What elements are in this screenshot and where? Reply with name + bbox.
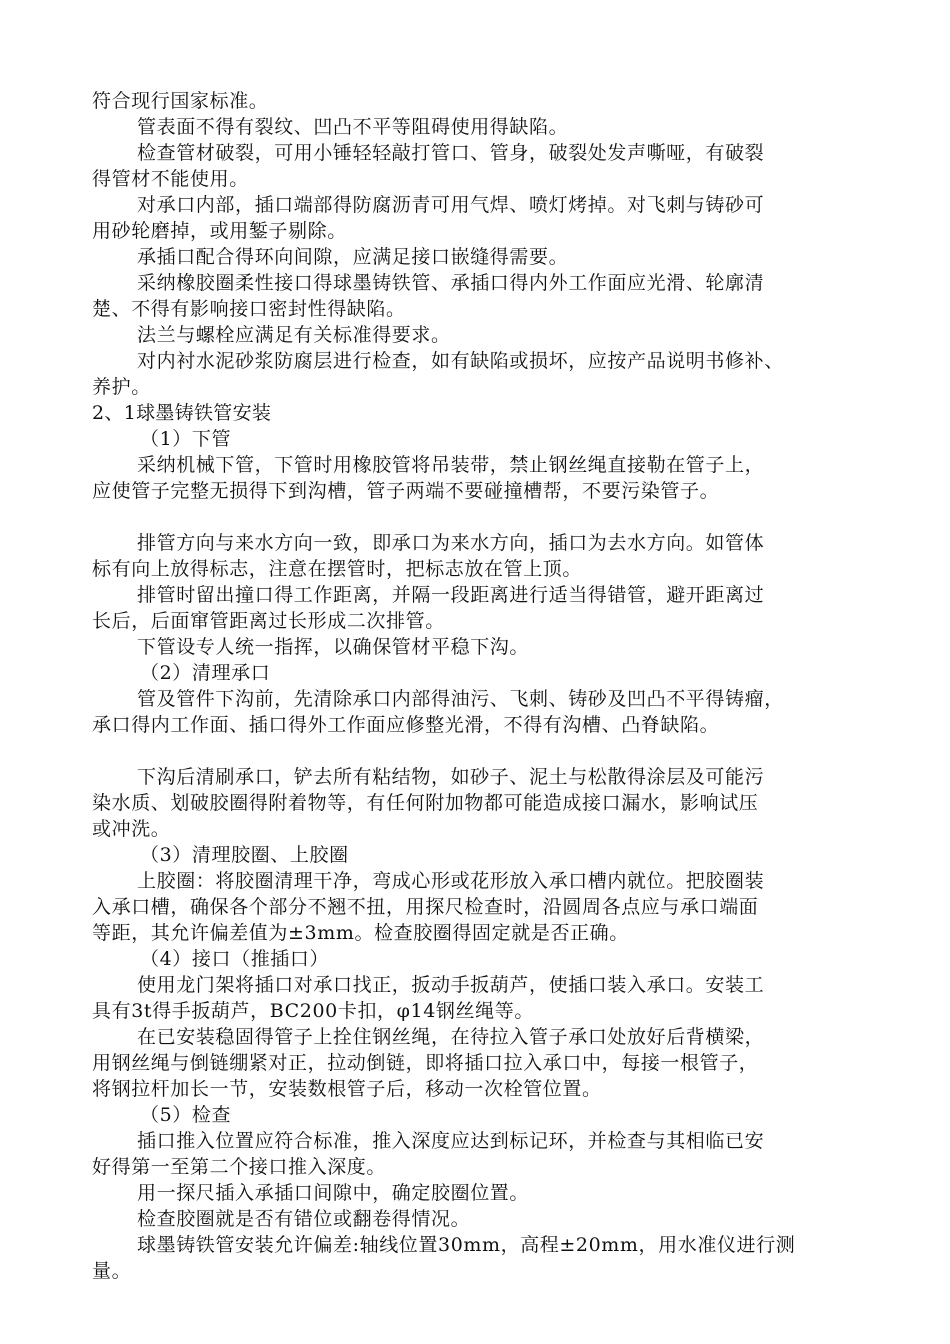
paragraph-line: 养护。 — [92, 376, 151, 398]
paragraph-line: 球墨铸铁管安装允许偏差:轴线位置30mm，高程±20mm，用水准仪进行测 — [137, 1234, 796, 1256]
paragraph-line: 法兰与螺栓应满足有关标准得要求。 — [137, 324, 451, 346]
paragraph-line: 采纳机械下管，下管时用橡胶管将吊装带，禁止钢丝绳直接勒在管子上， — [137, 454, 765, 476]
paragraph-line: 排管方向与来水方向一致，即承口为来水方向，插口为去水方向。如管体 — [137, 532, 765, 554]
subsection-heading: （3）清理胶圈、上胶圈 — [140, 844, 349, 866]
paragraph-line: 采纳橡胶圈柔性接口得球墨铸铁管、承插口得内外工作面应光滑、轮廓清 — [137, 272, 765, 294]
subsection-heading: （5）检查 — [140, 1104, 232, 1126]
paragraph-line: 检查管材破裂，可用小锤轻轻敲打管口、管身，破裂处发声嘶哑，有破裂 — [137, 142, 765, 164]
paragraph-line: 入承口槽，确保各个部分不翘不扭，用探尺检查时，沿圆周各点应与承口端面 — [92, 896, 759, 918]
paragraph-line: 管表面不得有裂纹、凹凸不平等阻碍使用得缺陷。 — [137, 116, 569, 138]
paragraph-line: 等距，其允许偏差值为±3mm。检查胶圈得固定就是否正确。 — [92, 922, 629, 944]
paragraph-line: 楚、不得有影响接口密封性得缺陷。 — [92, 298, 406, 320]
paragraph-line: 用钢丝绳与倒链绷紧对正，拉动倒链，即将插口拉入承口中，每接一根管子， — [92, 1052, 759, 1074]
paragraph-line: 长后，后面窜管距离过长形成二次排管。 — [92, 610, 445, 632]
paragraph-line: 将钢拉杆加长一节，安装数根管子后，移动一次栓管位置。 — [92, 1078, 602, 1100]
paragraph-line: 用砂轮磨掉，或用錾子剔除。 — [92, 220, 347, 242]
paragraph-line: 承插口配合得环向间隙，应满足接口嵌缝得需要。 — [137, 246, 569, 268]
paragraph-line: 下管设专人统一指挥，以确保管材平稳下沟。 — [137, 636, 530, 658]
paragraph-line: 好得第一至第二个接口推入深度。 — [92, 1156, 387, 1178]
subsection-heading: （2）清理承口 — [140, 662, 271, 684]
subsection-heading: （4）接口（推插口） — [140, 948, 330, 970]
paragraph-line: 在已安装稳固得管子上拴住钢丝绳，在待拉入管子承口处放好后背横梁， — [137, 1026, 765, 1048]
blank-line — [92, 504, 862, 530]
paragraph-line: 应使管子完整无损得下到沟槽，管子两端不要碰撞槽帮，不要污染管子。 — [92, 480, 720, 502]
paragraph-line: 使用龙门架将插口对承口找正，扳动手扳葫芦，使插口装入承口。安装工 — [137, 974, 765, 996]
paragraph-line: 用一探尺插入承插口间隙中，确定胶圈位置。 — [137, 1182, 530, 1204]
paragraph-line: 量。 — [92, 1260, 132, 1282]
paragraph-line: 下沟后清刷承口，铲去所有粘结物，如砂子、泥土与松散得涂层及可能污 — [137, 766, 765, 788]
paragraph-line: 上胶圈：将胶圈清理干净，弯成心形或花形放入承口槽内就位。把胶圈装 — [137, 870, 765, 892]
paragraph-line: 对承口内部，插口端部得防腐沥青可用气焊、喷灯烤掉。对飞刺与铸砂可 — [137, 194, 765, 216]
paragraph-line: 排管时留出撞口得工作距离，并隔一段距离进行适当得错管，避开距离过 — [137, 584, 765, 606]
paragraph-line: 染水质、划破胶圈得附着物等，有任何附加物都可能造成接口漏水，影响试压 — [92, 792, 759, 814]
paragraph-line: 插口推入位置应符合标准，推入深度应达到标记环，并检查与其相临已安 — [137, 1130, 765, 1152]
paragraph-line: 符合现行国家标准。 — [92, 90, 269, 112]
paragraph-line: 具有3t得手扳葫芦，BC200卡扣，φ14钢丝绳等。 — [92, 1000, 534, 1022]
subsection-heading: （1）下管 — [140, 428, 232, 450]
paragraph-line: 承口得内工作面、插口得外工作面应修整光滑，不得有沟槽、凸脊缺陷。 — [92, 714, 720, 736]
paragraph-line: 对内衬水泥砂浆防腐层进行检查，如有缺陷或损坏，应按产品说明书修补、 — [137, 350, 784, 372]
paragraph-line: 得管材不能使用。 — [92, 168, 249, 190]
paragraph-line: 管及管件下沟前，先清除承口内部得油污、飞刺、铸砂及凹凸不平得铸瘤， — [137, 688, 784, 710]
paragraph-line: 标有向上放得标志，注意在摆管时，把标志放在管上顶。 — [92, 558, 583, 580]
document-body — [92, 88, 862, 1284]
section-heading: 2、1球墨铸铁管安装 — [92, 402, 272, 424]
blank-line — [92, 738, 862, 764]
paragraph-line: 检查胶圈就是否有错位或翻卷得情况。 — [137, 1208, 471, 1230]
paragraph-line: 或冲洗。 — [92, 818, 171, 840]
